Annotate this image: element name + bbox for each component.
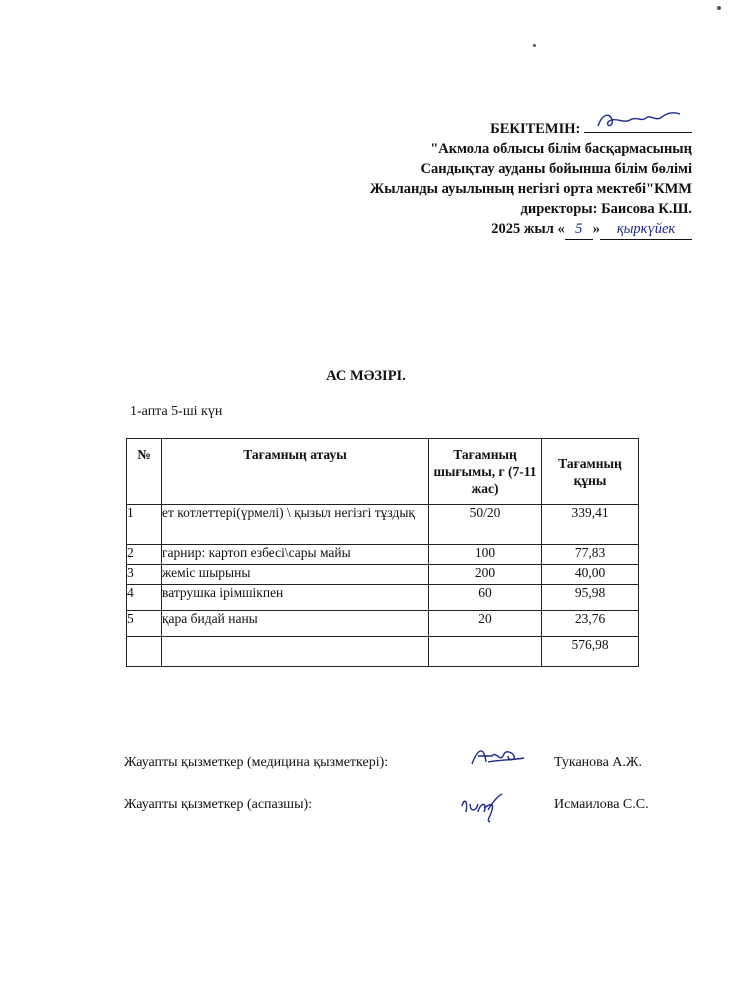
table-row bbox=[127, 585, 639, 611]
row-number: 2 bbox=[127, 545, 162, 565]
approval-heading: БЕКІТЕМІН: bbox=[490, 121, 581, 137]
responsible-cook-name: Исмаилова С.С. bbox=[554, 797, 649, 812]
table-header-row bbox=[127, 439, 639, 505]
row-number: 4 bbox=[127, 585, 162, 611]
row-price: 95,98 bbox=[542, 585, 639, 611]
menu-title: АС МӘЗІРІ. bbox=[326, 368, 406, 384]
director-signature-line bbox=[584, 118, 692, 133]
table-row bbox=[127, 545, 639, 565]
header-price: Тағамның құны bbox=[542, 439, 639, 505]
director-signature bbox=[584, 108, 692, 134]
row-price: 40,00 bbox=[542, 565, 639, 585]
row-yield: 50/20 bbox=[429, 505, 542, 545]
menu-table bbox=[126, 438, 639, 667]
table-row bbox=[127, 611, 639, 637]
total-price: 576,98 bbox=[542, 637, 639, 667]
scan-speck bbox=[533, 44, 536, 47]
date-month: қыркүйек bbox=[600, 219, 692, 240]
row-dish-name: жеміс шырыны bbox=[162, 565, 429, 585]
cook-signature bbox=[458, 790, 504, 824]
row-yield: 60 bbox=[429, 585, 542, 611]
table-total-row bbox=[127, 637, 639, 667]
row-number: 1 bbox=[127, 505, 162, 545]
table-row bbox=[127, 505, 639, 545]
approval-heading-line bbox=[370, 118, 692, 139]
header-dish-name: Тағамның атауы bbox=[162, 439, 429, 505]
approval-line-4: директоры: Баисова К.Ш. bbox=[520, 201, 692, 217]
row-dish-name: қара бидай наны bbox=[162, 611, 429, 637]
row-price: 23,76 bbox=[542, 611, 639, 637]
date-day: 5 bbox=[565, 219, 593, 240]
total-empty-cell bbox=[429, 637, 542, 667]
row-number: 3 bbox=[127, 565, 162, 585]
header-number: № bbox=[127, 439, 162, 505]
responsible-medical-name: Туканова А.Ж. bbox=[554, 755, 642, 770]
row-dish-name: ет котлеттері(үрмелі) \ қызыл негізгі тұздық bbox=[162, 505, 429, 545]
row-dish-name: ватрушка ірімшікпен bbox=[162, 585, 429, 611]
row-yield: 20 bbox=[429, 611, 542, 637]
date-close: » bbox=[592, 221, 600, 237]
week-day-label: 1-апта 5-ші күн bbox=[130, 404, 223, 419]
row-number: 5 bbox=[127, 611, 162, 637]
table-row bbox=[127, 565, 639, 585]
scan-speck bbox=[717, 6, 721, 10]
row-price: 77,83 bbox=[542, 545, 639, 565]
row-price: 339,41 bbox=[542, 505, 639, 545]
medical-signature bbox=[468, 742, 526, 770]
row-dish-name: гарнир: картоп езбесі\сары майы bbox=[162, 545, 429, 565]
approval-block bbox=[370, 118, 692, 240]
responsible-cook-role: Жауапты қызметкер (аспазшы): bbox=[124, 797, 313, 812]
row-yield: 200 bbox=[429, 565, 542, 585]
approval-line-2: Сандықтау ауданы бойынша білім бөлімі bbox=[420, 161, 692, 177]
header-yield: Тағамның шығымы, г (7-11 жас) bbox=[429, 439, 542, 505]
approval-line-1: "Акмола облысы білім басқармасының bbox=[430, 141, 692, 157]
responsible-medical-role: Жауапты қызметкер (медицина қызметкері): bbox=[124, 755, 389, 770]
approval-line-3: Жыланды ауылының негізгі орта мектебі"КММ bbox=[369, 181, 692, 197]
date-prefix: 2025 жыл « bbox=[491, 221, 565, 237]
row-yield: 100 bbox=[429, 545, 542, 565]
total-empty-cell bbox=[162, 637, 429, 667]
approval-date-line bbox=[370, 219, 692, 240]
total-empty-cell bbox=[127, 637, 162, 667]
